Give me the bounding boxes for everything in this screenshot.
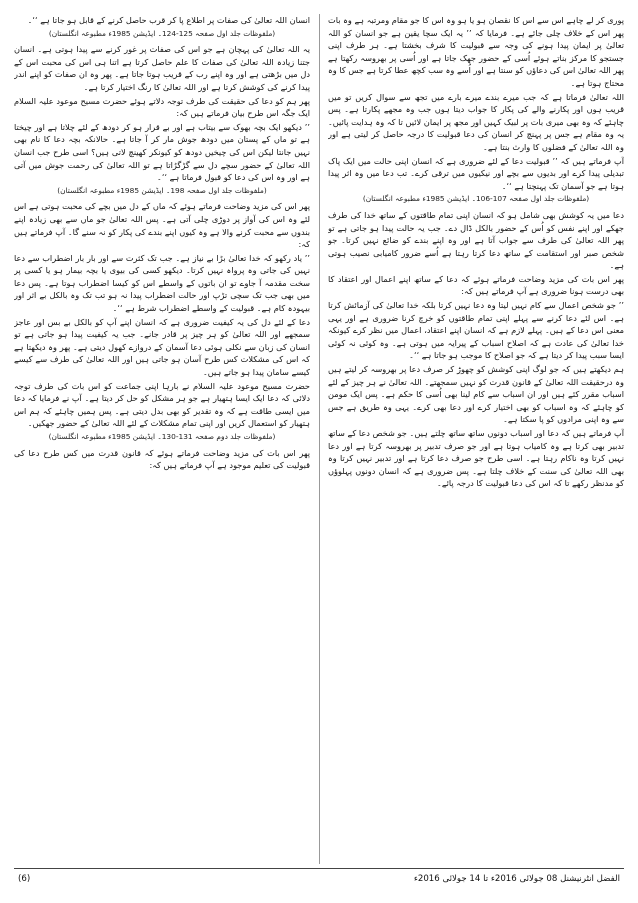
paragraph: اللہ تعالیٰ فرماتا ہے کہ جب میرے بندے میرے بارے میں تجھ سے سوال کریں تو میں قریب ہوں اور پکارنے والے کی پکار کا جواب دیتا ہوں جب وہ مجھے پکارتا ہے۔ پس چاہئے کہ وہ بھی میری بات پر لبیک کہیں اور مجھ پر ایمان لائیں تا کہ وہ ہدایت پائیں۔ یہ وہ مقام ہے جس پر پہنچ کر انسان کی دعا قبولیت کا درجہ حاصل کر لیتی ہے اور وہ اللہ تعالیٰ کے فضلوں کا وارث بنتا ہے۔ xyxy=(328,91,624,152)
paragraph: پھر اس بات کی مزید وضاحت فرماتے ہوئے کہ دعا کے ساتھ اپنے اعمال اور اعتقاد کا بھی درست ہونا ضروری ہے آپ فرماتے ہیں کہ: xyxy=(328,273,624,297)
page-number: (6) xyxy=(18,874,31,884)
publication-dateline: الفضل انٹرنیشنل 08 جولائی 2016ء تا 14 جولائی 2016ء xyxy=(413,874,620,884)
paragraph: حضرت مسیح موعود علیہ السلام نے بارہا اپنی جماعت کو اس بات کی طرف توجہ دلائی کہ دعا ایک ایسا ہتھیار ہے جو ہر مشکل کو حل کر دیتا ہے۔ آپ نے فرمایا کہ دعا میں ایسی طاقت ہے کہ وہ تقدیر کو بھی بدل دیتی ہے۔ پس ہمیں چاہئے کہ ہم اس ہتھیار کو استعمال کریں اور اپنی تمام مشکلات کے لئے اللہ تعالیٰ کے حضور جھکیں۔ xyxy=(14,380,310,429)
paragraph: پوری کر لے چاہے اس سے اس کا نقصان ہو یا ہو وہ اس کا جو مقام ومرتبہ ہے وہ بات پھر اس کے خلاف چلی جائے ہے۔ فرمایا کہ ’’ یہ ایک سچا یقین ہے جو انسان کو اللہ تعالیٰ پر ایمان پیدا ہونے کی وجہ سے قبولیت کا شرف بخشتا ہے۔ ہر طرف اپنی جستجو کا مرکز بناتے ہوئے اُسی کے حضور جھک جاتا ہے اور اُسی پر بھروسہ رکھتا ہے پھر اللہ تعالیٰ اس کی دعاؤں کو سنتا ہے اور اُسے وہ سب کچھ عطا کرتا ہے جس کا وہ محتاج ہوتا ہے۔ xyxy=(328,15,624,88)
paragraph: آپ فرماتے ہیں کہ دعا اور اسباب دونوں ساتھ ساتھ چلتے ہیں۔ جو شخص دعا کے ساتھ تدبیر بھی کرتا ہے وہ کامیاب ہوتا ہے اور جو صرف تدبیر پر بھروسہ کرتا ہے اور دعا نہیں کرتا وہ ناکام رہتا ہے۔ اسی طرح جو صرف دعا کرتا ہے اور تدبیر نہیں کرتا وہ بھی اللہ تعالیٰ کی سنت کے خلاف چلتا ہے۔ پس ضروری ہے کہ انسان دونوں پہلوؤں کو مدنظر رکھے تا کہ اس کی دعا قبولیت کا درجہ پائے۔ xyxy=(328,428,624,489)
paragraph: دعا میں یہ کوشش بھی شامل ہو کہ انسان اپنی تمام طاقتوں کے ساتھ خدا کی طرف جھکے اور اپنے نفس کو اُس کے حضور بالکل ڈال دے۔ جب یہ حالت پیدا ہو جاتی ہے تو پھر اللہ تعالیٰ کی طرف سے جواب آتا ہے اور وہ اپنے بندے کو ضائع نہیں کرتا۔ جو شخص صبر اور استقامت کے ساتھ دعا کرتا رہتا ہے اُسے ضرور کامیابی نصیب ہوتی ہے۔ xyxy=(328,209,624,271)
paragraph: دعا کے لئے دل کی یہ کیفیت ضروری ہے کہ انسان اپنے آپ کو بالکل بے بس اور عاجز سمجھے اور اللہ تعالیٰ کو ہر چیز پر قادر جانے۔ جب یہ کیفیت پیدا ہو جاتی ہے تو انسان کی زبان سے نکلی ہوئی دعا آسمان کے دروازے کھول دیتی ہے۔ پھر وہ دیکھتا ہے کہ اس کی مشکلات کس طرح آسان ہو جاتی ہیں اور اللہ تعالیٰ کی طرف سے کیسے کیسے سامان پیدا ہو جاتے ہیں۔ xyxy=(14,316,310,378)
citation: (ملفوظات جلد اول صفحہ 125-124۔ ایڈیشن 1985ء مطبوعہ انگلستان) xyxy=(48,28,276,38)
quote-paragraph: انسان اللہ تعالیٰ کی صفات پر اطلاع پا کر قرب حاصل کرنے کے قابل ہو جاتا ہے ‘‘۔ xyxy=(27,15,310,25)
article-columns xyxy=(14,14,624,864)
paragraph: پھر اس بات کی مزید وضاحت فرماتے ہوئے کہ قانون قدرت میں کس طرح دعا کی قبولیت کی تعلیم موجود ہے آپ فرماتے ہیں کہ: xyxy=(14,447,310,471)
paragraph: ہم دیکھتے ہیں کہ جو لوگ اپنی کوشش کو چھوڑ کر صرف دعا پر بھروسہ کر لیتے ہیں وہ درحقیقت اللہ تعالیٰ کے قانون قدرت کو نہیں سمجھتے۔ اللہ تعالیٰ نے ہر چیز کے لئے اسباب مقرر کئے ہیں اور ان اسباب سے کام لینا بھی اُسی کا حکم ہے۔ پس ایک مومن کو چاہئے کہ وہ اسباب کو بھی اختیار کرے اور دعا بھی کرے۔ یہی وہ طریق ہے جس سے وہ اپنی مرادوں کو پا سکتا ہے۔ xyxy=(328,364,624,425)
left-column xyxy=(14,14,310,864)
citation: (ملفوظات جلد اول صفحہ 107-106۔ ایڈیشن 1985ء مطبوعہ انگلستان) xyxy=(362,194,590,204)
right-column xyxy=(328,14,624,864)
footer-divider xyxy=(14,868,624,869)
citation: (ملفوظات جلد دوم صفحہ 131-130۔ ایڈیشن 1985ء مطبوعہ انگلستان) xyxy=(48,432,276,441)
quote-paragraph: ’’ یاد رکھو کہ خدا تعالیٰ بڑا بے نیاز ہے۔ جب تک کثرت سے اور بار بار اضطراب سے دعا نہیں کی جاتی وہ پرواہ نہیں کرتا۔ دیکھو کسی کی بیوی یا بچہ بیمار ہو یا کسی پر سخت مقدمہ آ جاوے تو ان باتوں کے واسطے اس کو کیسا اضطراب ہوتا ہے۔ پس دعا میں بھی جب تک سچی تڑپ اور حالت اضطراب پیدا نہ ہو تب تک وہ بالکل بے اثر اور بیہودہ کام ہے۔ قبولیت کے واسطے اضطراب شرط ہے ‘‘۔ xyxy=(14,252,310,314)
quote-paragraph: ’’ دیکھو ایک بچہ بھوک سے بیتاب ہے اور بے قرار ہو کر دودھ کے لئے چلاتا ہے اور چیختا ہے تو ماں کے پستان میں دودھ جوش مار کر آ جاتا ہے۔ حالانکہ بچہ دعا کا نام بھی نہیں جانتا لیکن اس کی چیخیں دودھ کو کیونکر کھینچ لاتی ہیں؟ اسی طرح جب انسان اللہ تعالیٰ کے حضور سچے دل سے گڑگڑاتا ہے تو اللہ تعالیٰ کی رحمت جوش میں آتی ہے اور وہ اس کی دعا کو قبول فرماتا ہے ‘‘۔ xyxy=(14,121,310,183)
newspaper-page xyxy=(14,14,624,864)
paragraph: پھر ہم کو دعا کی حقیقت کی طرف توجہ دلاتے ہوئے حضرت مسیح موعود علیہ السلام ایک جگہ اس طرح بیان فرماتے ہیں کہ: xyxy=(14,95,310,119)
paragraph: پھر اس کی مزید وضاحت فرماتے ہوئے کہ ماں کے دل میں بچے کی محبت ہوتی ہے اس لئے وہ اس کی آواز پر دوڑی چلی آتی ہے۔ پس اللہ تعالیٰ جو ماں سے بھی زیادہ اپنے بندوں سے محبت کرنے والا ہے وہ کیوں اپنے بندے کی پکار کو نہ سنے گا۔ آپ فرماتے ہیں کہ: xyxy=(14,201,310,250)
page-footer xyxy=(14,874,624,890)
citation: (ملفوظات جلد اول صفحہ 198۔ ایڈیشن 1985ء مطبوعہ انگلستان) xyxy=(57,185,267,195)
column-divider xyxy=(319,14,320,864)
quote-paragraph: ’’ جو شخص اعمال سے کام نہیں لیتا وہ دعا نہیں کرتا بلکہ خدا تعالیٰ کی آزمائش کرتا ہے۔ اس لئے دعا کرنے سے پہلے اپنی تمام طاقتوں کو خرچ کرنا ضروری ہے اور یہی معنی اس دعا کے ہیں۔ پہلے لازم ہے کہ انسان اپنے اعتقاد، اعمال میں نظر کرے کیونکہ خدا تعالیٰ کی عادت ہے کہ اصلاح اسباب کے پیرایہ میں ہوتی ہے۔ وہ کوئی نہ کوئی ایسا سبب پیدا کر دیتا ہے کہ جو اصلاح کا موجب ہو جاتا ہے ‘‘۔ xyxy=(328,300,624,361)
paragraph: یہ اللہ تعالیٰ کی پہچان ہے جو اس کی صفات پر غور کرنے سے پیدا ہوتی ہے۔ انسان جتنا زیادہ اللہ تعالیٰ کی صفات کا علم حاصل کرتا ہے اتنا ہی اس کی محبت اس کے دل میں بڑھتی ہے اور وہ اپنے رب کے قریب ہوتا جاتا ہے۔ پھر وہ ان صفات کو اپنے اندر پیدا کرنے کی کوشش کرتا ہے اور اللہ تعالیٰ کا رنگ اختیار کرتا ہے۔ xyxy=(14,44,310,92)
quote-paragraph: آپ فرماتے ہیں کہ ’’ قبولیت دعا کے لئے ضروری ہے کہ انسان اپنی حالت میں ایک پاک تبدیلی پیدا کرے اور بدیوں سے بچے اور نیکیوں میں ترقی کرے۔ تب دعا میں وہ اثر پیدا ہوتا ہے جو آسمان تک پہنچتا ہے ‘‘۔ xyxy=(328,155,624,191)
